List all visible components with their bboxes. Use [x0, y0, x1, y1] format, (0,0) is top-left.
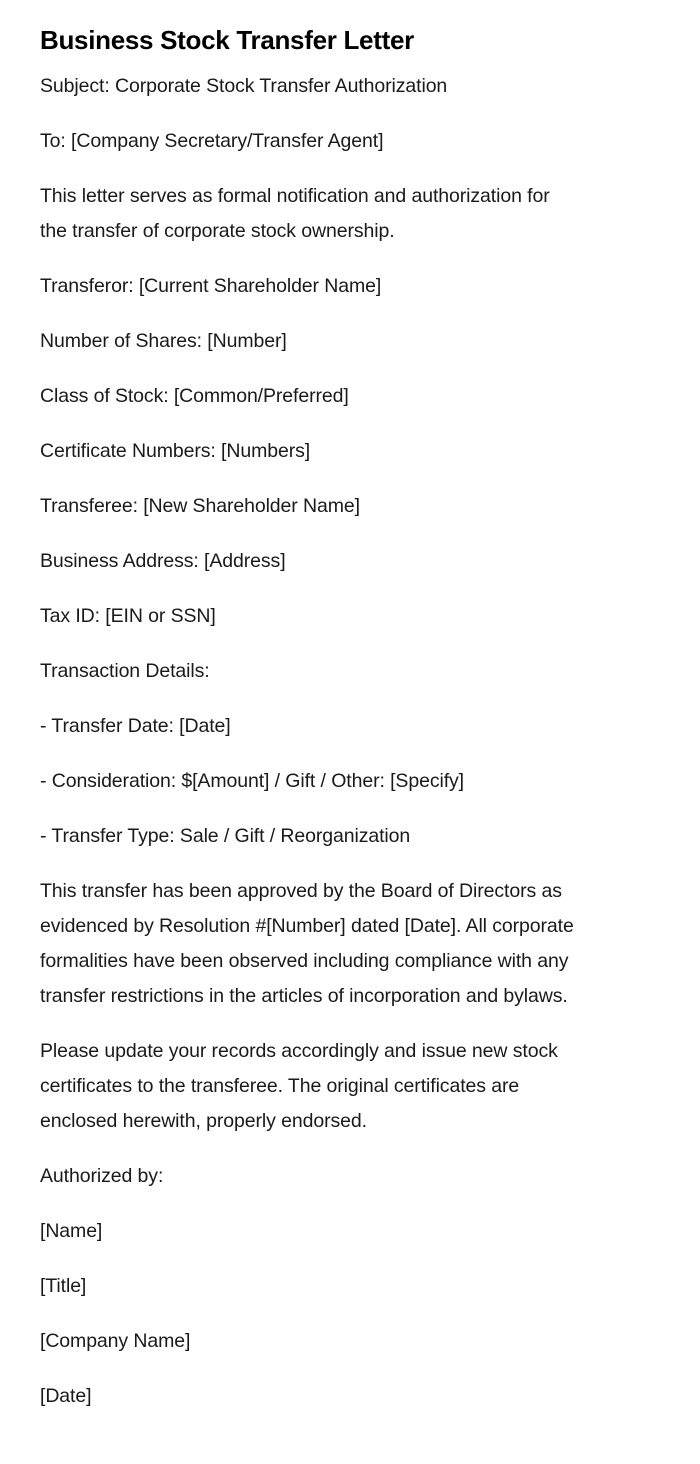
detail-item: - Transfer Type: Sale / Gift / Reorganization: [40, 825, 411, 847]
transferee-field: Transferee: [New Shareholder Name]: [40, 495, 360, 517]
letter-title: Business Stock Transfer Letter: [40, 25, 414, 55]
shares-field: Number of Shares: [Number]: [40, 330, 287, 352]
signature-name: [Name]: [40, 1220, 103, 1242]
transferor-field: Transferor: [Current Shareholder Name]: [40, 275, 382, 297]
address-field: Business Address: [Address]: [40, 550, 286, 572]
details-heading: Transaction Details:: [40, 660, 210, 682]
detail-item: - Consideration: $[Amount] / Gift / Other: [Specify]: [40, 770, 464, 792]
request-line: certificates to the transferee. The original certificates are: [40, 1075, 520, 1097]
signature-date: [Date]: [40, 1385, 92, 1407]
intro-line: the transfer of corporate stock ownership.: [40, 220, 395, 242]
approval-line: evidenced by Resolution #[Number] dated [Date]. All corporate: [40, 915, 574, 937]
request-line: Please update your records accordingly and issue new stock: [40, 1040, 558, 1062]
detail-item: - Transfer Date: [Date]: [40, 715, 231, 737]
subject-line: Subject: Corporate Stock Transfer Authorization: [40, 75, 448, 97]
request-line: enclosed herewith, properly endorsed.: [40, 1110, 367, 1132]
intro-line: This letter serves as formal notification and authorization for: [40, 185, 550, 207]
letter-document: [40, 22, 660, 1434]
certificates-field: Certificate Numbers: [Numbers]: [40, 440, 311, 462]
intro-paragraph: [40, 179, 660, 249]
approval-line: transfer restrictions in the articles of incorporation and bylaws.: [40, 985, 568, 1007]
signature-title: [Title]: [40, 1275, 87, 1297]
approval-paragraph: [40, 874, 660, 1014]
signature-company: [Company Name]: [40, 1330, 191, 1352]
approval-line: formalities have been observed including compliance with any: [40, 950, 569, 972]
recipient-line: To: [Company Secretary/Transfer Agent]: [40, 130, 384, 152]
request-paragraph: [40, 1034, 660, 1139]
signature-label: Authorized by:: [40, 1165, 164, 1187]
approval-line: This transfer has been approved by the Board of Directors as: [40, 880, 562, 902]
tax-id-field: Tax ID: [EIN or SSN]: [40, 605, 216, 627]
class-field: Class of Stock: [Common/Preferred]: [40, 385, 349, 407]
